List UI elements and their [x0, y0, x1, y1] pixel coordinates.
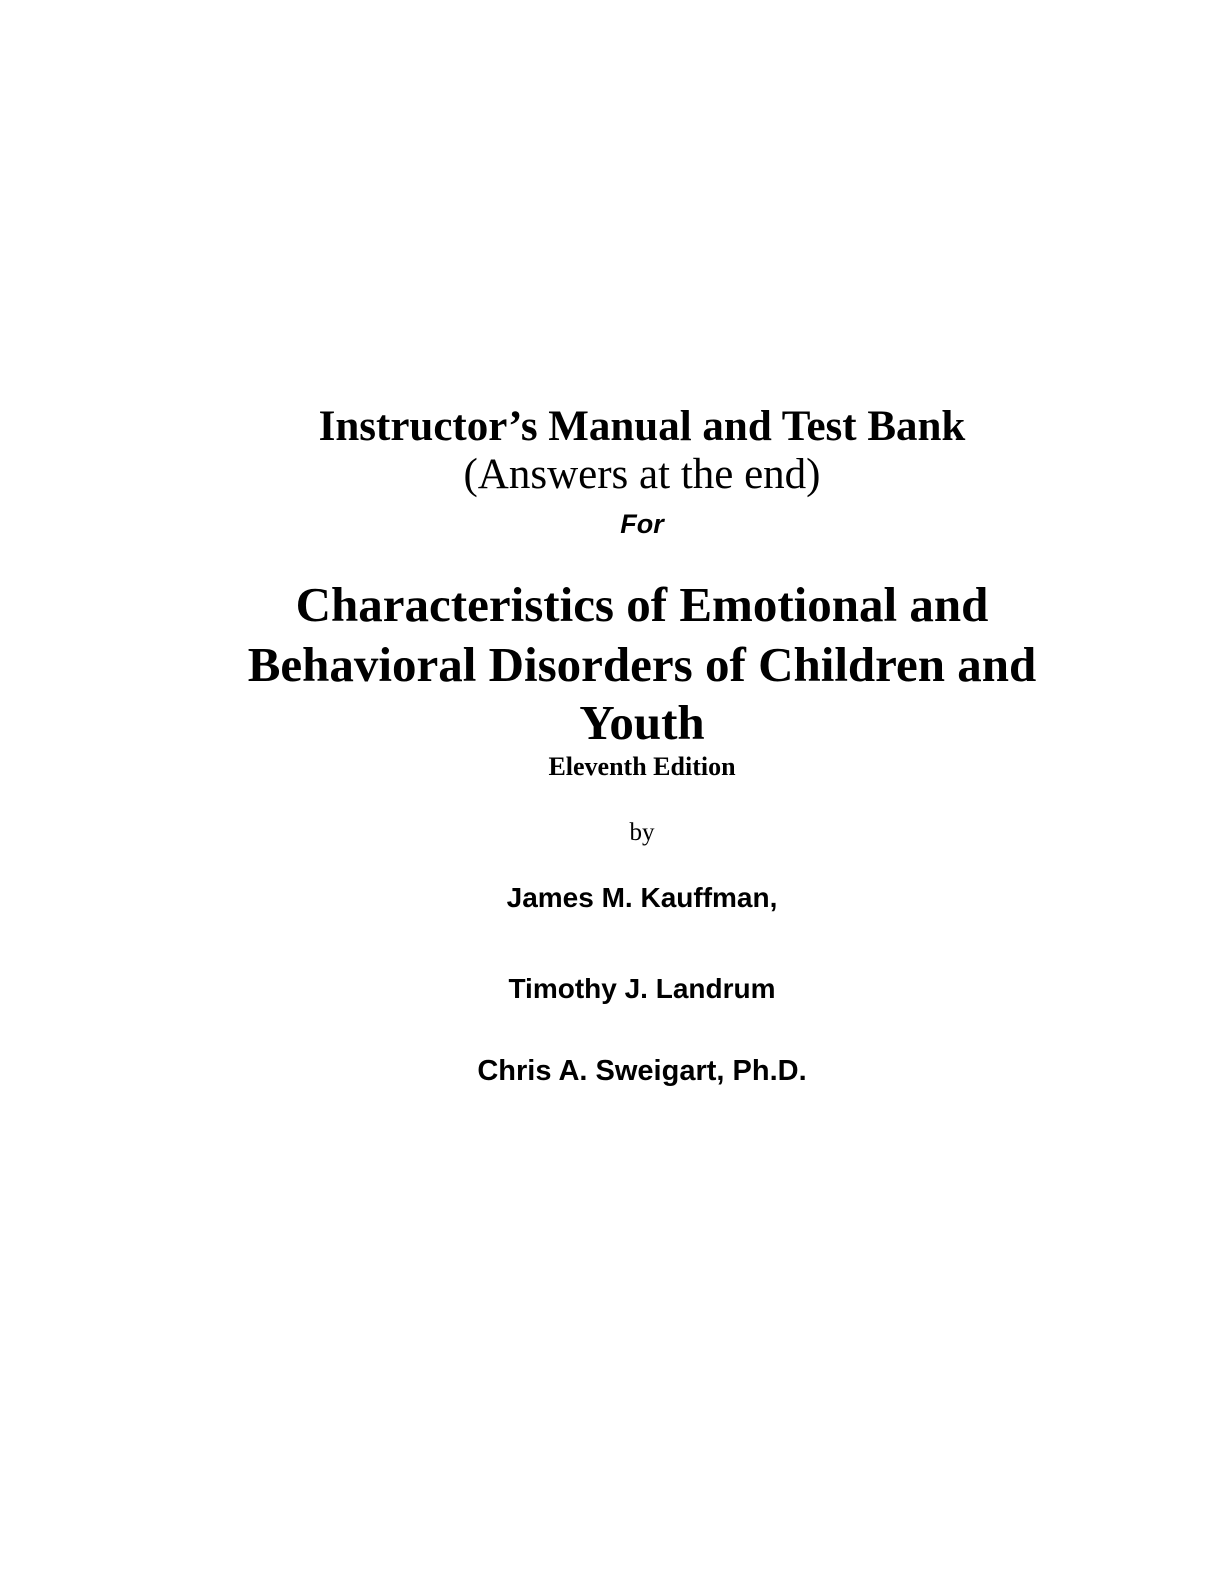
- author-name: James M. Kauffman,: [506, 882, 778, 913]
- book-title-line-2: Behavioral Disorders of Children and: [247, 637, 1037, 692]
- book-title-line-1: Characteristics of Emotional and: [295, 577, 989, 632]
- author-name: Timothy J. Landrum: [508, 973, 776, 1004]
- edition-label: Eleventh Edition: [548, 752, 736, 781]
- answers-note: (Answers at the end): [463, 451, 821, 498]
- book-title-line-3: Youth: [579, 695, 705, 750]
- by-label: by: [629, 819, 655, 846]
- for-label: For: [620, 509, 664, 539]
- manual-title: Instructor’s Manual and Test Bank: [318, 403, 966, 450]
- author-name: Chris A. Sweigart, Ph.D.: [477, 1055, 807, 1087]
